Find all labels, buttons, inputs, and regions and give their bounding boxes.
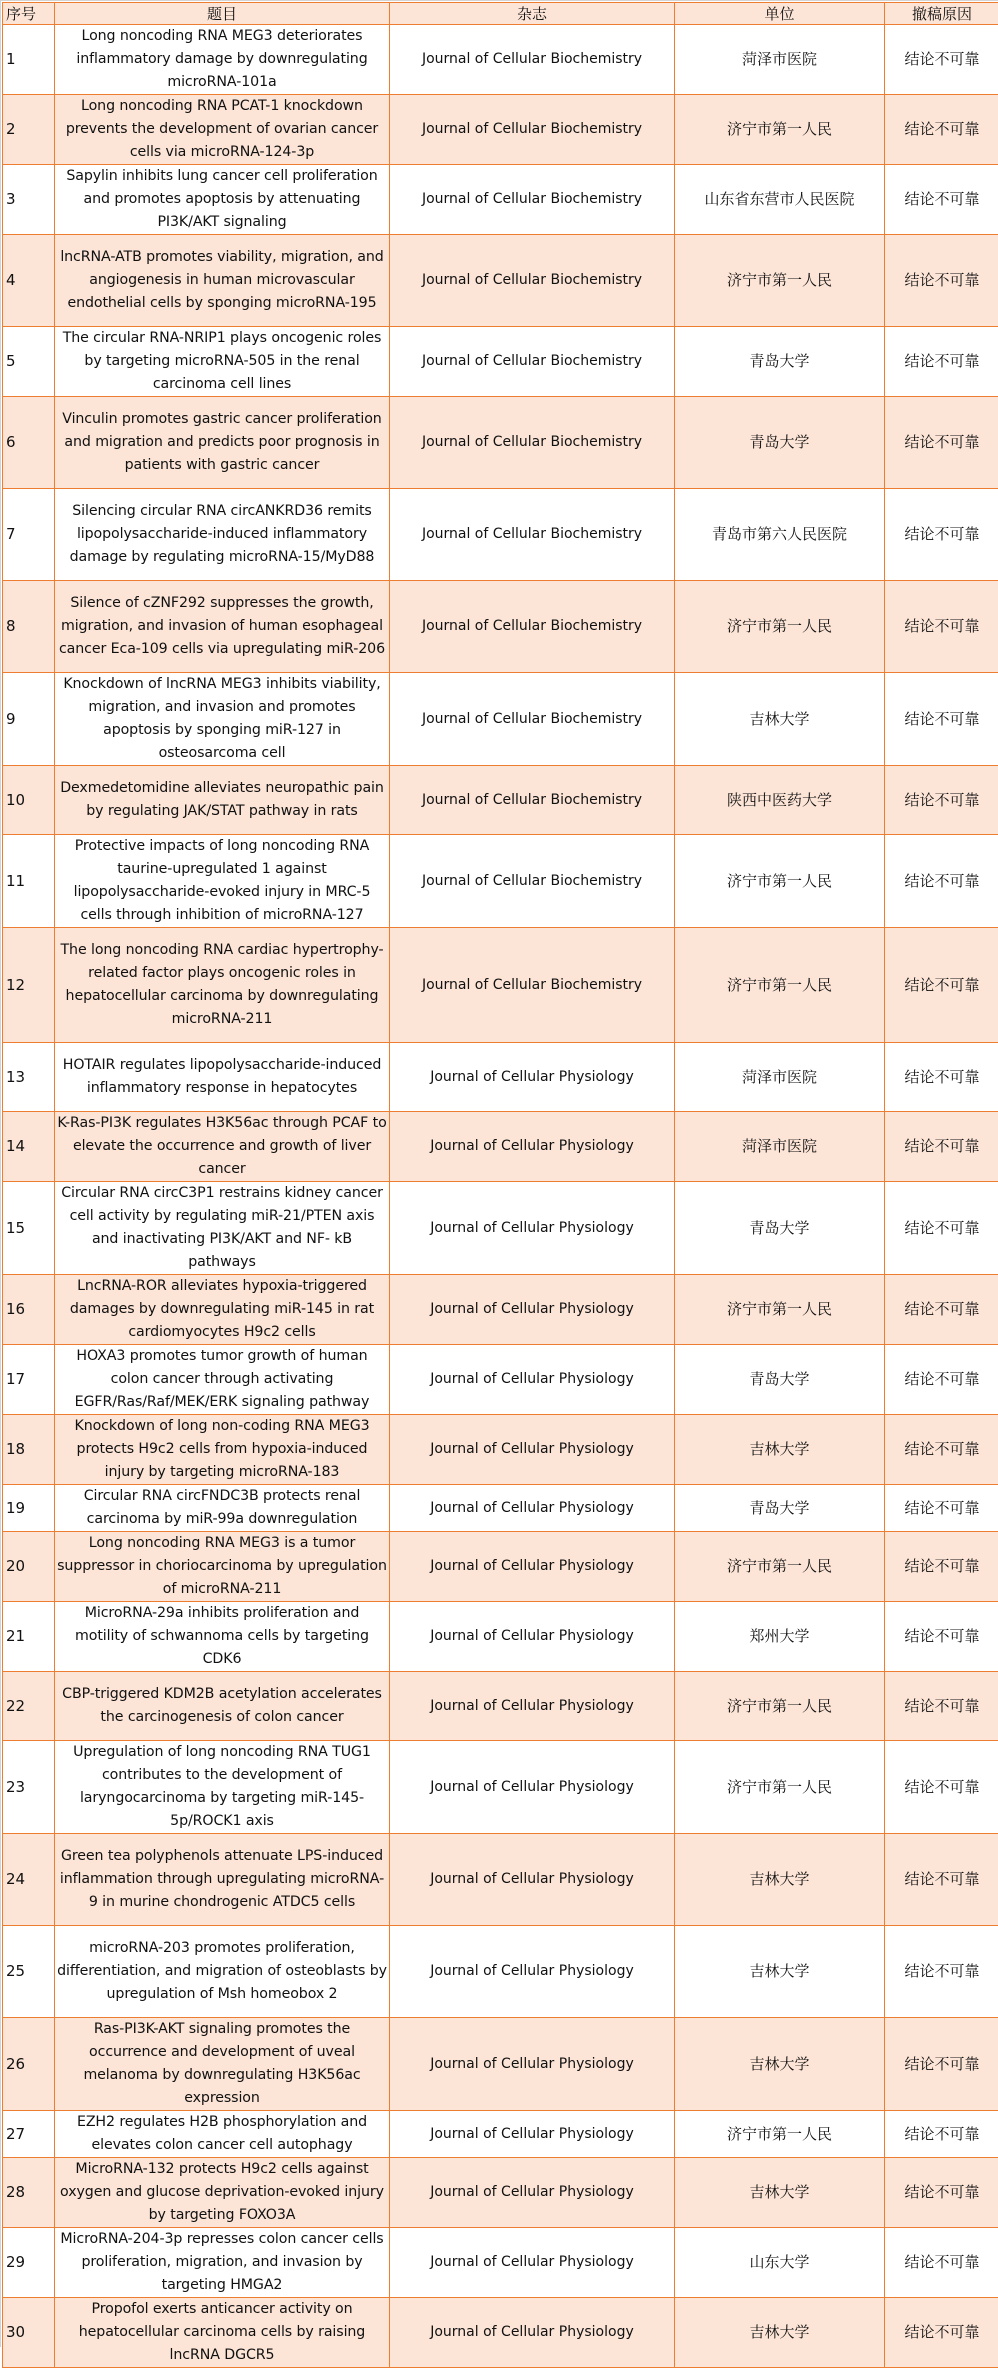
cell-institution[interactable]: 青岛大学 xyxy=(675,1485,885,1532)
cell-institution[interactable]: 青岛大学 xyxy=(675,397,885,489)
cell-journal[interactable]: Journal of Cellular Physiology xyxy=(390,1112,675,1182)
cell-no[interactable]: 5 xyxy=(3,327,55,397)
cell-no[interactable]: 21 xyxy=(3,1602,55,1672)
table-row[interactable] xyxy=(3,397,998,489)
cell-no[interactable]: 26 xyxy=(3,2018,55,2111)
cell-title[interactable]: Ras-PI3K-AKT signaling promotes the occurrence and development of uveal melanoma by downregulating H3K56ac expression xyxy=(55,2018,390,2111)
cell-no[interactable]: 10 xyxy=(3,766,55,835)
cell-institution[interactable]: 吉林大学 xyxy=(675,2158,885,2228)
cell-no[interactable]: 23 xyxy=(3,1741,55,1834)
cell-reason[interactable]: 结论不可靠 xyxy=(885,1602,998,1672)
cell-reason[interactable]: 结论不可靠 xyxy=(885,2298,998,2368)
cell-reason[interactable]: 结论不可靠 xyxy=(885,1182,998,1275)
cell-reason[interactable]: 结论不可靠 xyxy=(885,1834,998,1926)
cell-reason[interactable]: 结论不可靠 xyxy=(885,1345,998,1415)
cell-journal[interactable]: Journal of Cellular Biochemistry xyxy=(390,235,675,327)
retraction-table xyxy=(2,2,998,2368)
cell-title[interactable]: HOTAIR regulates lipopolysaccharide-induced inflammatory response in hepatocytes xyxy=(55,1043,390,1112)
cell-reason[interactable]: 结论不可靠 xyxy=(885,1532,998,1602)
cell-no[interactable]: 19 xyxy=(3,1485,55,1532)
cell-reason[interactable]: 结论不可靠 xyxy=(885,1112,998,1182)
cell-journal[interactable]: Journal of Cellular Physiology xyxy=(390,1602,675,1672)
cell-title[interactable]: Upregulation of long noncoding RNA TUG1 contributes to the development of laryngocarcinoma by targeting miR-145-5p/ROCK1 axis xyxy=(55,1741,390,1834)
cell-institution[interactable]: 济宁市第一人民 xyxy=(675,1672,885,1741)
cell-no[interactable]: 9 xyxy=(3,673,55,766)
cell-institution[interactable]: 山东省东营市人民医院 xyxy=(675,165,885,235)
cell-journal[interactable]: Journal of Cellular Physiology xyxy=(390,1834,675,1926)
table-row[interactable] xyxy=(3,1415,998,1485)
cell-institution[interactable]: 青岛大学 xyxy=(675,1182,885,1275)
table-row[interactable] xyxy=(3,2111,998,2158)
cell-journal[interactable]: Journal of Cellular Biochemistry xyxy=(390,928,675,1043)
cell-reason[interactable]: 结论不可靠 xyxy=(885,2158,998,2228)
cell-journal[interactable]: Journal of Cellular Physiology xyxy=(390,1345,675,1415)
cell-no[interactable]: 3 xyxy=(3,165,55,235)
cell-title[interactable]: MicroRNA-132 protects H9c2 cells against oxygen and glucose deprivation-evoked injury by targeting FOXO3A xyxy=(55,2158,390,2228)
cell-reason[interactable]: 结论不可靠 xyxy=(885,1926,998,2018)
cell-title[interactable]: CBP-triggered KDM2B acetylation accelerates the carcinogenesis of colon cancer xyxy=(55,1672,390,1741)
cell-journal[interactable]: Journal of Cellular Biochemistry xyxy=(390,25,675,95)
cell-title[interactable]: Silencing circular RNA circANKRD36 remits lipopolysaccharide-induced inflammatory damage by regulating microRNA-15/MyD88 xyxy=(55,489,390,581)
cell-title[interactable]: MicroRNA-204-3p represses colon cancer cells proliferation, migration, and invasion by targeting HMGA2 xyxy=(55,2228,390,2298)
cell-institution[interactable]: 济宁市第一人民 xyxy=(675,928,885,1043)
cell-journal[interactable]: Journal of Cellular Biochemistry xyxy=(390,673,675,766)
cell-institution[interactable]: 青岛大学 xyxy=(675,327,885,397)
cell-journal[interactable]: Journal of Cellular Biochemistry xyxy=(390,581,675,673)
cell-no[interactable]: 16 xyxy=(3,1275,55,1345)
table-row[interactable] xyxy=(3,1182,998,1275)
header-reason[interactable]: 撤稿原因 xyxy=(885,3,998,25)
cell-journal[interactable]: Journal of Cellular Physiology xyxy=(390,1182,675,1275)
cell-no[interactable]: 17 xyxy=(3,1345,55,1415)
table-row[interactable] xyxy=(3,489,998,581)
cell-reason[interactable]: 结论不可靠 xyxy=(885,397,998,489)
cell-journal[interactable]: Journal of Cellular Physiology xyxy=(390,2298,675,2368)
table-row[interactable] xyxy=(3,766,998,835)
cell-reason[interactable]: 结论不可靠 xyxy=(885,95,998,165)
cell-reason[interactable]: 结论不可靠 xyxy=(885,1275,998,1345)
table-row[interactable] xyxy=(3,165,998,235)
cell-title[interactable]: HOXA3 promotes tumor growth of human colon cancer through activating EGFR/Ras/Raf/MEK/ERK signaling pathway xyxy=(55,1345,390,1415)
cell-journal[interactable]: Journal of Cellular Biochemistry xyxy=(390,489,675,581)
table-row[interactable] xyxy=(3,1602,998,1672)
cell-reason[interactable]: 结论不可靠 xyxy=(885,327,998,397)
cell-institution[interactable]: 山东大学 xyxy=(675,2228,885,2298)
cell-no[interactable]: 27 xyxy=(3,2111,55,2158)
cell-institution[interactable]: 吉林大学 xyxy=(675,2298,885,2368)
cell-title[interactable]: MicroRNA-29a inhibits proliferation and motility of schwannoma cells by targeting CDK6 xyxy=(55,1602,390,1672)
table-row[interactable] xyxy=(3,1741,998,1834)
cell-journal[interactable]: Journal of Cellular Biochemistry xyxy=(390,165,675,235)
cell-institution[interactable]: 吉林大学 xyxy=(675,1415,885,1485)
cell-title[interactable]: Long noncoding RNA MEG3 is a tumor suppressor in choriocarcinoma by upregulation of microRNA-211 xyxy=(55,1532,390,1602)
cell-journal[interactable]: Journal of Cellular Physiology xyxy=(390,1741,675,1834)
table-row[interactable] xyxy=(3,2158,998,2228)
cell-institution[interactable]: 菏泽市医院 xyxy=(675,1112,885,1182)
cell-reason[interactable]: 结论不可靠 xyxy=(885,1741,998,1834)
table-row[interactable] xyxy=(3,1043,998,1112)
cell-institution[interactable]: 济宁市第一人民 xyxy=(675,235,885,327)
cell-no[interactable]: 22 xyxy=(3,1672,55,1741)
table-row[interactable] xyxy=(3,95,998,165)
header-row xyxy=(3,3,998,25)
cell-no[interactable]: 13 xyxy=(3,1043,55,1112)
header-title[interactable]: 题目 xyxy=(55,3,390,25)
table-row[interactable] xyxy=(3,1275,998,1345)
cell-reason[interactable]: 结论不可靠 xyxy=(885,2228,998,2298)
cell-reason[interactable]: 结论不可靠 xyxy=(885,1672,998,1741)
cell-no[interactable]: 30 xyxy=(3,2298,55,2368)
cell-no[interactable]: 1 xyxy=(3,25,55,95)
cell-title[interactable]: Sapylin inhibits lung cancer cell proliferation and promotes apoptosis by attenuating PI3K/AKT signaling xyxy=(55,165,390,235)
cell-institution[interactable]: 吉林大学 xyxy=(675,2018,885,2111)
cell-title[interactable]: Vinculin promotes gastric cancer proliferation and migration and predicts poor prognosis in patients with gastric cancer xyxy=(55,397,390,489)
cell-no[interactable]: 11 xyxy=(3,835,55,928)
table-row[interactable] xyxy=(3,1926,998,2018)
cell-institution[interactable]: 青岛大学 xyxy=(675,1345,885,1415)
cell-journal[interactable]: Journal of Cellular Physiology xyxy=(390,1415,675,1485)
cell-institution[interactable]: 郑州大学 xyxy=(675,1602,885,1672)
cell-reason[interactable]: 结论不可靠 xyxy=(885,2111,998,2158)
cell-journal[interactable]: Journal of Cellular Biochemistry xyxy=(390,766,675,835)
cell-reason[interactable]: 结论不可靠 xyxy=(885,489,998,581)
cell-institution[interactable]: 济宁市第一人民 xyxy=(675,1275,885,1345)
cell-journal[interactable]: Journal of Cellular Physiology xyxy=(390,2158,675,2228)
cell-title[interactable]: Knockdown of lncRNA MEG3 inhibits viability, migration, and invasion and promotes apoptosis by sponging miR-127 in osteosarcoma cell xyxy=(55,673,390,766)
table-row[interactable] xyxy=(3,928,998,1043)
cell-no[interactable]: 28 xyxy=(3,2158,55,2228)
cell-no[interactable]: 20 xyxy=(3,1532,55,1602)
cell-no[interactable]: 15 xyxy=(3,1182,55,1275)
table-row[interactable] xyxy=(3,327,998,397)
cell-institution[interactable]: 陕西中医药大学 xyxy=(675,766,885,835)
cell-institution[interactable]: 济宁市第一人民 xyxy=(675,581,885,673)
table-row[interactable] xyxy=(3,1672,998,1741)
cell-title[interactable]: microRNA-203 promotes proliferation, differentiation, and migration of osteoblasts by upregulation of Msh homeobox 2 xyxy=(55,1926,390,2018)
cell-institution[interactable]: 吉林大学 xyxy=(675,673,885,766)
cell-no[interactable]: 24 xyxy=(3,1834,55,1926)
cell-title[interactable]: Long noncoding RNA PCAT-1 knockdown prevents the development of ovarian cancer cells via microRNA-124-3p xyxy=(55,95,390,165)
cell-reason[interactable]: 结论不可靠 xyxy=(885,2018,998,2111)
cell-journal[interactable]: Journal of Cellular Biochemistry xyxy=(390,327,675,397)
cell-title[interactable]: lncRNA-ATB promotes viability, migration, and angiogenesis in human microvascular endothelial cells by sponging microRNA-195 xyxy=(55,235,390,327)
header-institution[interactable]: 单位 xyxy=(675,3,885,25)
cell-no[interactable]: 4 xyxy=(3,235,55,327)
cell-title[interactable]: Dexmedetomidine alleviates neuropathic pain by regulating JAK/STAT pathway in rats xyxy=(55,766,390,835)
table-row[interactable] xyxy=(3,1532,998,1602)
table-row[interactable] xyxy=(3,235,998,327)
cell-reason[interactable]: 结论不可靠 xyxy=(885,581,998,673)
cell-reason[interactable]: 结论不可靠 xyxy=(885,25,998,95)
table-header xyxy=(3,3,998,25)
header-journal[interactable]: 杂志 xyxy=(390,3,675,25)
cell-journal[interactable]: Journal of Cellular Physiology xyxy=(390,1532,675,1602)
cell-no[interactable]: 12 xyxy=(3,928,55,1043)
cell-journal[interactable]: Journal of Cellular Biochemistry xyxy=(390,835,675,928)
cell-title[interactable]: EZH2 regulates H2B phosphorylation and elevates colon cancer cell autophagy xyxy=(55,2111,390,2158)
cell-no[interactable]: 2 xyxy=(3,95,55,165)
cell-title[interactable]: Circular RNA circC3P1 restrains kidney cancer cell activity by regulating miR-21/PTEN axis and inactivating PI3K/AKT and NF- kB pathways xyxy=(55,1182,390,1275)
cell-institution[interactable]: 吉林大学 xyxy=(675,1834,885,1926)
cell-reason[interactable]: 结论不可靠 xyxy=(885,835,998,928)
cell-reason[interactable]: 结论不可靠 xyxy=(885,1485,998,1532)
table-row[interactable] xyxy=(3,25,998,95)
cell-journal[interactable]: Journal of Cellular Biochemistry xyxy=(390,397,675,489)
cell-no[interactable]: 29 xyxy=(3,2228,55,2298)
cell-journal[interactable]: Journal of Cellular Physiology xyxy=(390,1043,675,1112)
cell-institution[interactable]: 济宁市第一人民 xyxy=(675,2111,885,2158)
cell-institution[interactable]: 吉林大学 xyxy=(675,1926,885,2018)
table-body xyxy=(3,25,998,2368)
cell-title[interactable]: The long noncoding RNA cardiac hypertrophy-related factor plays oncogenic roles in hepatocellular carcinoma by downregulating microRNA-211 xyxy=(55,928,390,1043)
cell-reason[interactable]: 结论不可靠 xyxy=(885,1043,998,1112)
cell-no[interactable]: 14 xyxy=(3,1112,55,1182)
cell-institution[interactable]: 菏泽市医院 xyxy=(675,25,885,95)
cell-institution[interactable]: 菏泽市医院 xyxy=(675,1043,885,1112)
table-row[interactable] xyxy=(3,2228,998,2298)
cell-title[interactable]: Circular RNA circFNDC3B protects renal carcinoma by miR-99a downregulation xyxy=(55,1485,390,1532)
table-row[interactable] xyxy=(3,835,998,928)
cell-reason[interactable]: 结论不可靠 xyxy=(885,673,998,766)
cell-institution[interactable]: 济宁市第一人民 xyxy=(675,1741,885,1834)
cell-reason[interactable]: 结论不可靠 xyxy=(885,235,998,327)
cell-title[interactable]: Knockdown of long non-coding RNA MEG3 protects H9c2 cells from hypoxia-induced injury by targeting microRNA-183 xyxy=(55,1415,390,1485)
cell-no[interactable]: 6 xyxy=(3,397,55,489)
cell-journal[interactable]: Journal of Cellular Biochemistry xyxy=(390,95,675,165)
table-row[interactable] xyxy=(3,673,998,766)
cell-reason[interactable]: 结论不可靠 xyxy=(885,1415,998,1485)
table-row[interactable] xyxy=(3,1485,998,1532)
header-no[interactable]: 序号 xyxy=(3,3,55,25)
cell-institution[interactable]: 济宁市第一人民 xyxy=(675,835,885,928)
cell-reason[interactable]: 结论不可靠 xyxy=(885,165,998,235)
cell-title[interactable]: Green tea polyphenols attenuate LPS-induced inflammation through upregulating microRNA-9 in murine chondrogenic ATDC5 cells xyxy=(55,1834,390,1926)
table-row[interactable] xyxy=(3,1345,998,1415)
cell-journal[interactable]: Journal of Cellular Physiology xyxy=(390,1672,675,1741)
cell-title[interactable]: Silence of cZNF292 suppresses the growth, migration, and invasion of human esophageal cancer Eca-109 cells via upregulating miR-206 xyxy=(55,581,390,673)
cell-journal[interactable]: Journal of Cellular Physiology xyxy=(390,2018,675,2111)
cell-reason[interactable]: 结论不可靠 xyxy=(885,766,998,835)
cell-institution[interactable]: 济宁市第一人民 xyxy=(675,1532,885,1602)
table-row[interactable] xyxy=(3,1834,998,1926)
cell-reason[interactable]: 结论不可靠 xyxy=(885,928,998,1043)
cell-journal[interactable]: Journal of Cellular Physiology xyxy=(390,1926,675,2018)
cell-title[interactable]: Protective impacts of long noncoding RNA taurine-upregulated 1 against lipopolysaccharide-evoked injury in MRC-5 cells through inhibition of microRNA-127 xyxy=(55,835,390,928)
cell-journal[interactable]: Journal of Cellular Physiology xyxy=(390,2111,675,2158)
cell-journal[interactable]: Journal of Cellular Physiology xyxy=(390,1275,675,1345)
cell-title[interactable]: LncRNA-ROR alleviates hypoxia-triggered damages by downregulating miR-145 in rat cardiomyocytes H9c2 cells xyxy=(55,1275,390,1345)
table-row[interactable] xyxy=(3,2298,998,2368)
table-row[interactable] xyxy=(3,2018,998,2111)
cell-title[interactable]: The circular RNA-NRIP1 plays oncogenic roles by targeting microRNA-505 in the renal carcinoma cell lines xyxy=(55,327,390,397)
cell-institution[interactable]: 济宁市第一人民 xyxy=(675,95,885,165)
cell-title[interactable]: K-Ras-PI3K regulates H3K56ac through PCAF to elevate the occurrence and growth of liver cancer xyxy=(55,1112,390,1182)
cell-no[interactable]: 8 xyxy=(3,581,55,673)
cell-no[interactable]: 18 xyxy=(3,1415,55,1485)
table-row[interactable] xyxy=(3,1112,998,1182)
table-row[interactable] xyxy=(3,581,998,673)
cell-no[interactable]: 7 xyxy=(3,489,55,581)
cell-title[interactable]: Propofol exerts anticancer activity on hepatocellular carcinoma cells by raising lncRNA DGCR5 xyxy=(55,2298,390,2368)
cell-no[interactable]: 25 xyxy=(3,1926,55,2018)
cell-institution[interactable]: 青岛市第六人民医院 xyxy=(675,489,885,581)
cell-journal[interactable]: Journal of Cellular Physiology xyxy=(390,1485,675,1532)
cell-title[interactable]: Long noncoding RNA MEG3 deteriorates inflammatory damage by downregulating microRNA-101a xyxy=(55,25,390,95)
cell-journal[interactable]: Journal of Cellular Physiology xyxy=(390,2228,675,2298)
